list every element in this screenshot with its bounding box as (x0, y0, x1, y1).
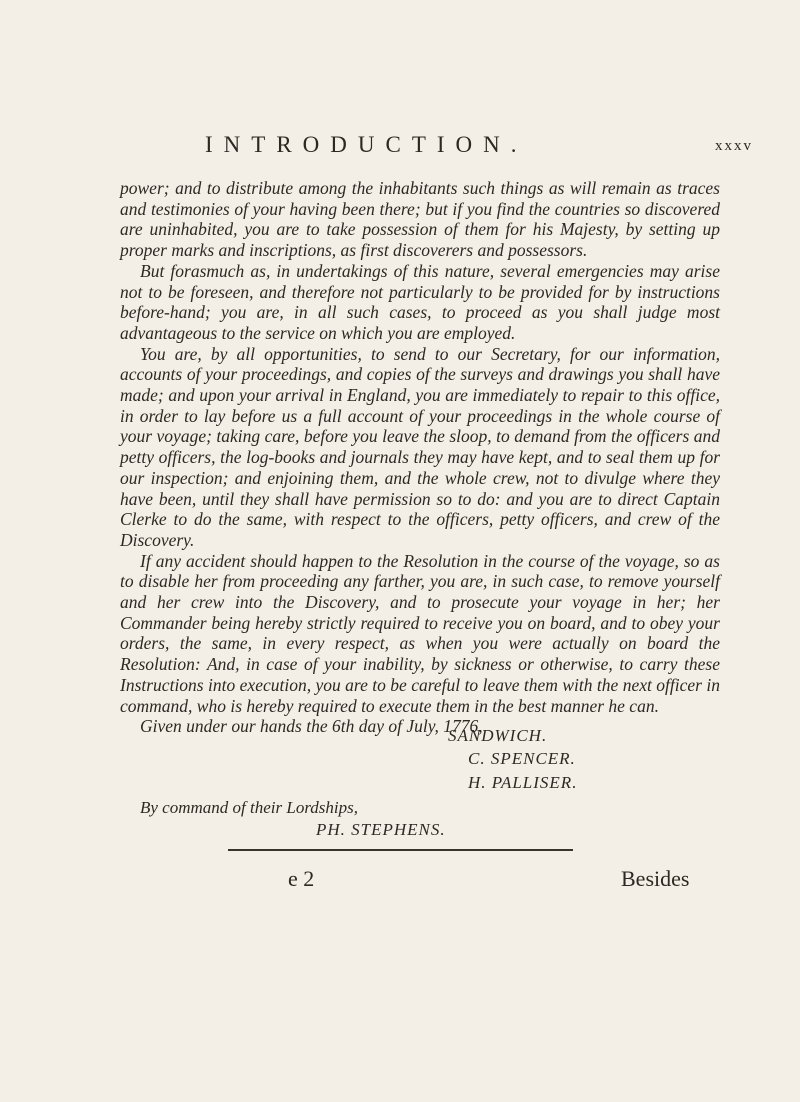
signature-mark: e 2 (288, 866, 315, 891)
paragraph-1: power; and to distribute among the inhabitants such things as will remain as traces and testimonies of your having been there; but if you find the countries so discovered are uninhabited, you are to take possession of them for his Majesty, by setting up proper marks and inscriptions, as first discoverers and possessors. (120, 178, 720, 261)
signature-spencer: C. SPENCER. (468, 749, 576, 768)
paragraph-2: But forasmuch as, in undertakings of this nature, several emergencies may arise not to be foreseen, and therefore not particularly to be provided for by instructions before-hand; you are, in all such cases, to proceed as you shall judge most advantageous to the service on which you are employed. (120, 260, 720, 343)
instructions-text (120, 178, 720, 737)
paragraph-4: If any accident should happen to the Resolution in the course of the voyage, so as to disable her from proceeding any farther, you are, in such case, to remove yourself and her crew into the Discovery, and to prosecute your voyage in her; her Commander being hereby strictly required to receive you on board, and to obey your orders, the same, in every respect, as when you were actually on board the Resolution: And, in case of your inability, by sickness or otherwise, to carry these Instructions into execution, you are to be careful to leave them with the next officer in command, who is hereby required to execute them in the best manner he can. (120, 550, 720, 716)
page-header (0, 132, 800, 162)
by-command-line: By command of their Lordships, (140, 798, 359, 817)
footer-rule (228, 849, 573, 851)
signature-stephens: PH. STEPHENS. (316, 820, 446, 839)
paragraph-5: Given under our hands the 6th day of July, 1776, (140, 716, 483, 737)
running-head: INTRODUCTION. (205, 132, 528, 157)
signature-sandwich: SANDWICH. (448, 726, 548, 745)
paragraph-3: You are, by all opportunities, to send to our Secretary, for our information, accounts of your proceedings, and copies of the surveys and drawings you shall have made; and upon your arrival in England, you are immediately to repair to this office, in order to lay before us a full account of your proceedings in the whole course of your voyage; taking care, before you leave the sloop, to demand from the officers and petty officers, the log-books and journals they may have kept, and to seal them up for our inspection; and enjoining them, and the whole crew, not to divulge where they have been, until they shall have permission so to do: and you are to direct Captain Clerke to do the same, with respect to the officers, petty officers, and crew of the Discovery. (120, 343, 720, 550)
signature-palliser: H. PALLISER. (468, 773, 578, 792)
page-number: xxxv (715, 138, 753, 154)
catchword: Besides (621, 866, 690, 891)
